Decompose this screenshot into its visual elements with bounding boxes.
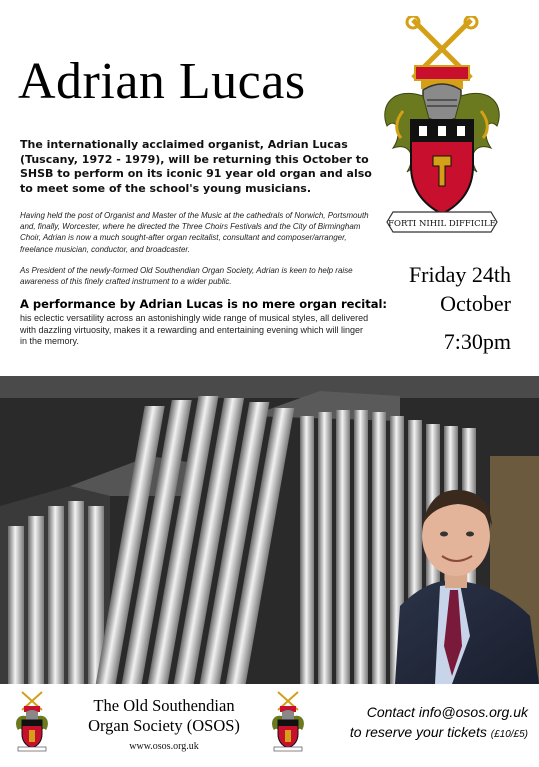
intro-lead-text: The internationally acclaimed organist, Adrian Lucas (Tuscany, 1972 - 1979), will be returning this October to SHSB to perform on its iconic 91 year old organ and also to meet some of the school's young musicians. [20,138,372,195]
reserve-tickets-line [312,722,528,745]
small-crest-icon [268,690,308,752]
performance-body: his eclectic versatility across an astonishingly wide range of musical styles, all delivered with dazzling virtuosity, makes it a rewarding and entertaining evening which will linger in the memory. [20,313,369,347]
ticket-price: (£10/£5) [490,729,528,740]
event-time: 7:30pm [443,329,511,354]
footer [0,684,539,767]
organisation-name-line1: The Old Southendian [93,696,235,715]
crest-motto: FORTI NIHIL DIFFICILE [388,219,496,229]
coat-of-arms-icon [373,16,511,238]
contact-info [312,702,528,745]
small-crest-icon [12,690,52,752]
bio-text: Having held the post of Organist and Master of the Music at the cathedrals of Norwich, Portsmouth and, finally, Worcester, where he directed the Three Choirs Festivals and the City of Birmingham Choir, Adrian is now a much sought-after organ recitalist, consultant and composer/arranger, freelance musician, conductor, and broadcaster. [20,211,369,254]
contact-email-line[interactable]: Contact info@osos.org.uk [366,704,528,720]
reserve-text: to reserve your tickets [349,724,487,740]
event-date-month: October [440,291,511,316]
page-title: Adrian Lucas [18,53,306,110]
organisation-name-line2: Organ Society (OSOS) [88,716,240,735]
organisation-name [64,696,264,736]
performance-heading: A performance by Adrian Lucas is no mere organ recital: [20,297,388,311]
president-text: As President of the newly-formed Old Southendian Organ Society, Adrian is keen to help raise awareness of this finely crafted instrument to a wider public. [20,266,353,287]
website-link[interactable]: www.osos.org.uk [129,741,199,752]
organ-photo [0,376,539,684]
event-date-day: Friday 24th [408,262,511,287]
